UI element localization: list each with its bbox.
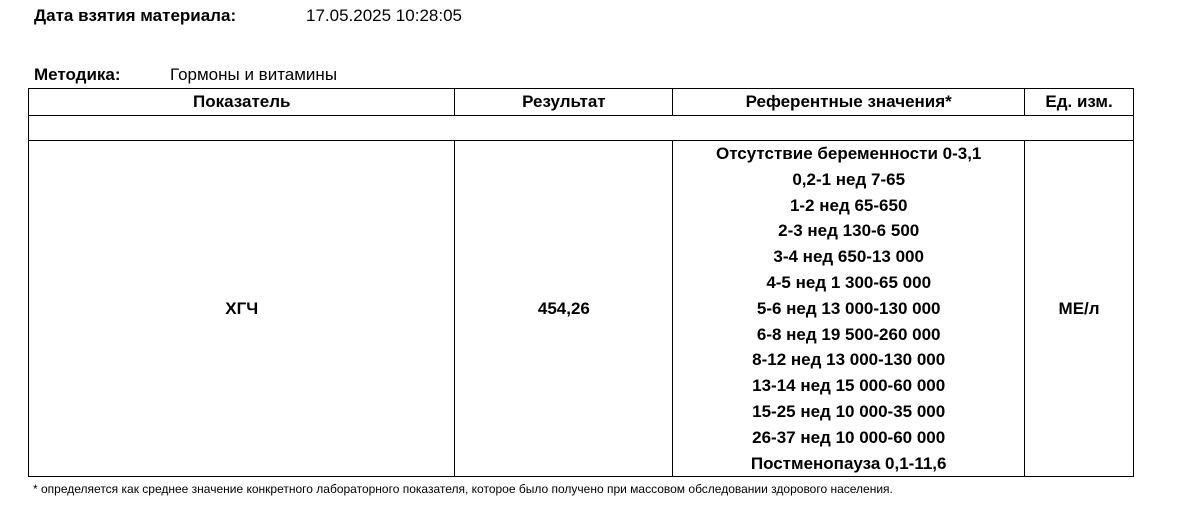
results-table [28,88,1134,477]
unit-cell: МЕ/л [1025,141,1134,477]
collection-date-value: 17.05.2025 10:28:05 [306,6,462,25]
method-value: Гормоны и витамины [170,65,338,84]
column-header-reference: Референтные значения* [673,89,1025,116]
column-header-result: Результат [455,89,673,116]
reference-line: 3-4 нед 650-13 000 [773,247,924,267]
column-header-unit: Ед. изм. [1025,89,1134,116]
column-header-indicator: Показатель [29,89,455,116]
reference-line: 8-12 нед 13 000-130 000 [752,350,946,370]
spacer-cell [29,116,1134,141]
reference-line: 13-14 нед 15 000-60 000 [752,376,946,396]
reference-line: Постменопауза 0,1-11,6 [750,453,947,473]
table-row [29,141,1134,477]
reference-line: 6-8 нед 19 500-260 000 [756,324,941,344]
collection-date-label: Дата взятия материала: [34,6,237,25]
table-spacer-row [29,116,1134,141]
reference-line: 4-5 нед 1 300-65 000 [766,272,932,292]
collection-date-row [34,6,462,26]
reference-line: 0,2-1 нед 7-65 [792,169,906,189]
reference-line: 26-37 нед 10 000-60 000 [752,427,946,447]
reference-line: 2-3 нед 130-6 500 [778,221,920,241]
result-cell: 454,26 [455,141,673,477]
reference-line: 5-6 нед 13 000-130 000 [756,298,941,318]
reference-cell [673,141,1025,477]
reference-line: 1-2 нед 65-650 [789,195,908,215]
method-label: Методика: [34,65,121,84]
reference-line: Отсутствие беременности 0-3,1 [715,144,982,163]
method-row [34,65,338,85]
reference-line: 15-25 нед 10 000-35 000 [752,401,946,421]
table-header-row [29,89,1134,116]
indicator-cell: ХГЧ [29,141,455,477]
footnote: * определяется как среднее значение конкретного лабораторного показателя, которое было получено при массовом обследовании здорового населения. [33,482,893,496]
